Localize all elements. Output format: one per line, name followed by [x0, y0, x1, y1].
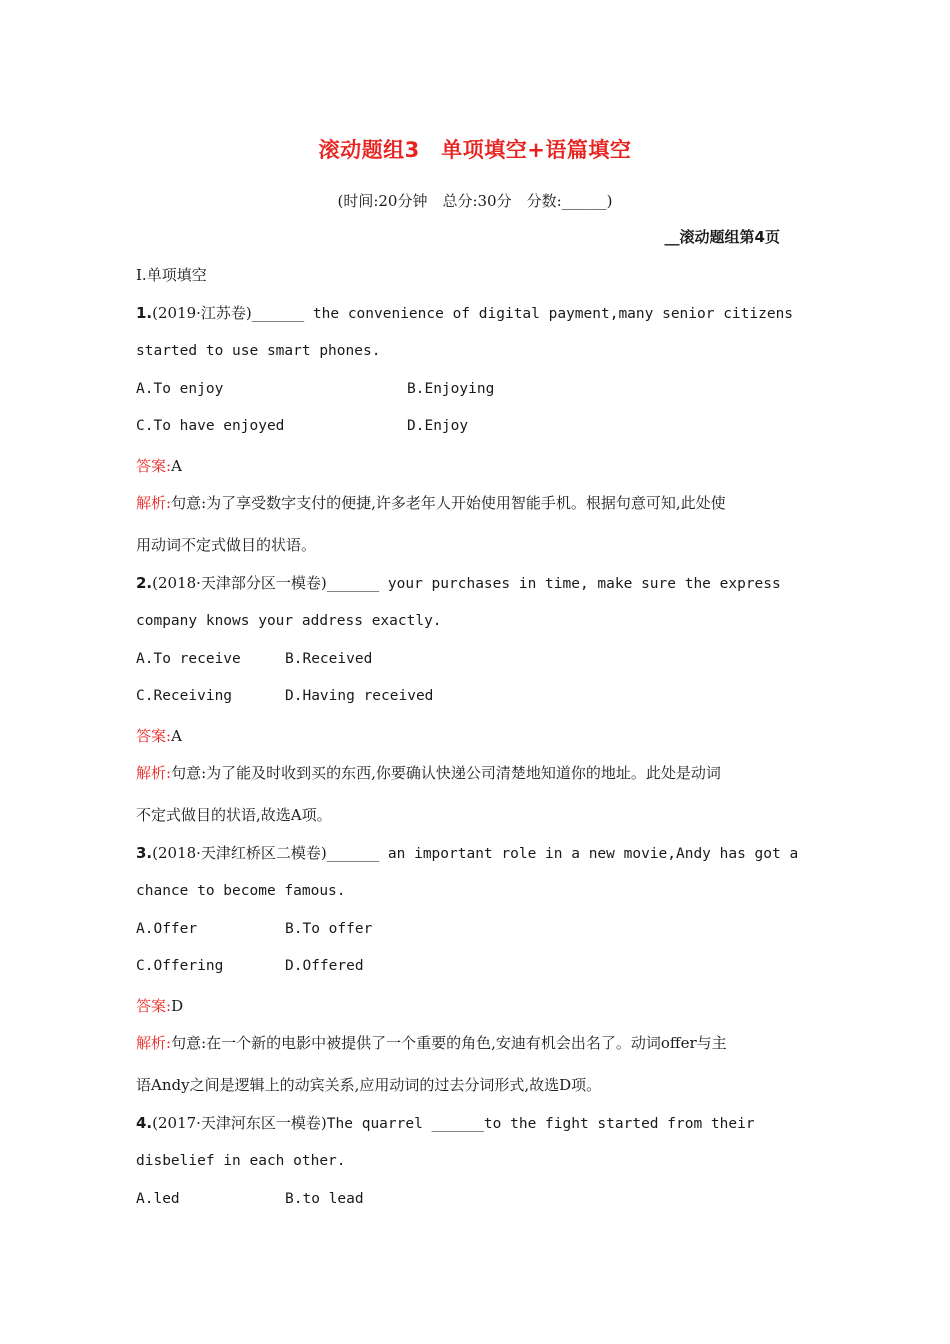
q1-option-c: C.To have enjoyed — [136, 418, 285, 434]
question-number: 2. — [136, 574, 153, 592]
q2-option-c: C.Receiving — [136, 688, 233, 704]
q1-answer — [136, 455, 182, 476]
q2-answer — [136, 725, 182, 746]
q3-option-b: B.To offer — [285, 921, 373, 937]
question-source: (2017·天津河东区一模卷) — [152, 1114, 327, 1132]
q3-answer — [136, 995, 183, 1016]
q2-analysis-line-2: 不定式做目的状语,故选A项。 — [136, 806, 332, 824]
analysis-label: 解析: — [136, 1034, 172, 1052]
q3-option-a: A.Offer — [136, 921, 198, 937]
q1-option-b: B.Enjoying — [407, 381, 495, 397]
analysis-label: 解析: — [136, 494, 172, 512]
page-title: 滚动题组3 单项填空+语篇填空 — [318, 138, 632, 162]
q1-option-a: A.To enjoy — [136, 381, 224, 397]
q3-analysis-line-2: 语Andy之间是逻辑上的动宾关系,应用动词的过去分词形式,故选D项。 — [136, 1076, 602, 1094]
page-reference: __滚动题组第4页 — [664, 228, 780, 246]
q1-analysis-line-2: 用动词不定式做目的状语。 — [136, 536, 317, 554]
analysis-text: 句意:为了能及时收到买的东西,你要确认快递公司清楚地知道你的地址。此处是动词 — [171, 764, 721, 782]
q4-option-b: B.to lead — [285, 1191, 364, 1207]
answer-label: 答案: — [136, 457, 172, 475]
answer-label: 答案: — [136, 727, 172, 745]
section-heading: Ⅰ.单项填空 — [136, 266, 207, 284]
q2-option-b: B.Received — [285, 651, 373, 667]
answer-label: 答案: — [136, 997, 172, 1015]
question-2-line-1 — [136, 572, 781, 593]
exam-meta: (时间:20分钟 总分:30分 分数:______) — [337, 192, 613, 210]
question-1-line-1 — [136, 302, 793, 323]
question-number: 3. — [136, 844, 153, 862]
question-4-line-1 — [136, 1112, 755, 1133]
q3-option-d: D.Offered — [285, 958, 364, 974]
question-2-line-2: company knows your address exactly. — [136, 613, 442, 629]
question-stem: ______ your purchases in time, make sure the express — [326, 576, 781, 592]
q4-option-a: A.led — [136, 1191, 180, 1207]
q3-analysis-line-1 — [136, 1032, 727, 1053]
analysis-text: 句意:在一个新的电影中被提供了一个重要的角色,安迪有机会出名了。动词offer与主 — [171, 1034, 727, 1052]
question-3-line-2: chance to become famous. — [136, 883, 346, 899]
q2-option-d: D.Having received — [285, 688, 434, 704]
analysis-label: 解析: — [136, 764, 172, 782]
question-stem: The quarrel ______to the fight started from their — [326, 1116, 755, 1132]
question-source: (2018·天津部分区一模卷) — [152, 574, 327, 592]
question-number: 4. — [136, 1114, 153, 1132]
question-stem: ______ an important role in a new movie,Andy has got a — [326, 846, 799, 862]
question-source: (2018·天津红桥区二模卷) — [152, 844, 327, 862]
q1-option-d: D.Enjoy — [407, 418, 469, 434]
analysis-text: 句意:为了享受数字支付的便捷,许多老年人开始使用智能手机。根据句意可知,此处使 — [171, 494, 726, 512]
answer-value: D — [171, 997, 184, 1015]
q1-analysis-line-1 — [136, 492, 726, 513]
question-4-line-2: disbelief in each other. — [136, 1153, 346, 1169]
answer-value: A — [171, 457, 182, 475]
question-source: (2019·江苏卷) — [152, 304, 252, 322]
q3-option-c: C.Offering — [136, 958, 224, 974]
q2-option-a: A.To receive — [136, 651, 241, 667]
question-3-line-1 — [136, 842, 798, 863]
question-stem: ______ the convenience of digital payment,many senior citizens — [251, 306, 794, 322]
question-1-line-2: started to use smart phones. — [136, 343, 381, 359]
question-number: 1. — [136, 304, 153, 322]
q2-analysis-line-1 — [136, 762, 721, 783]
answer-value: A — [171, 727, 182, 745]
